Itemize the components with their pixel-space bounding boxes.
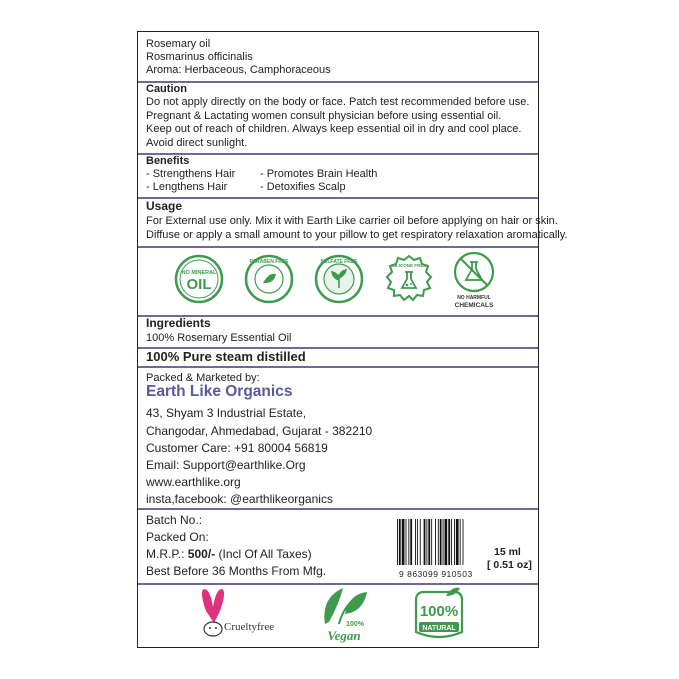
best-before: Best Before 36 Months From Mfg. <box>146 564 327 578</box>
address-line: Changodar, Ahmedabad, Gujarat - 382210 <box>146 424 373 438</box>
botanical-name: Rosmarinus officinalis <box>146 51 253 63</box>
caution-line: Keep out of reach of children. Always keep essential oil in dry and cool place. <box>146 123 522 135</box>
badge-paraben-text: PARABEN FREE <box>249 259 289 265</box>
ingredients-text: 100% Rosemary Essential Oil <box>146 332 292 344</box>
divider <box>138 366 538 368</box>
product-label <box>137 31 568 648</box>
social-handle: insta,facebook: @earthlikeorganics <box>146 492 333 506</box>
caution-line: Pregnant & Lactating women consult physician before using essential oil. <box>146 110 502 122</box>
email: Email: Support@earthlike.Org <box>146 458 306 472</box>
volume-ml: 15 ml <box>494 546 521 558</box>
paraben-free-badge-icon <box>244 254 294 304</box>
customer-care: Customer Care: +91 80004 56819 <box>146 441 328 455</box>
caution-line: Avoid direct sunlight. <box>146 137 248 149</box>
badge-chem-top-text: NO HARMFUL <box>457 295 491 301</box>
barcode-number: 9 863099 910503 <box>399 569 473 579</box>
caution-line: Do not apply directly on the body or face. Patch test recommended before use. <box>146 96 530 108</box>
pure-steam-distilled: 100% Pure steam distilled <box>146 349 306 364</box>
divider <box>138 153 538 155</box>
badge-chem-bottom-text: CHEMICALS <box>454 302 494 309</box>
silicone-free-badge-icon <box>384 254 434 304</box>
badge-no-mineral-text: NO MINERAL <box>181 270 217 276</box>
brand-name: Earth Like Organics <box>146 383 293 400</box>
mrp-note: (Incl Of All Taxes) <box>215 547 312 561</box>
benefit-item: - Strengthens Hair <box>146 168 236 180</box>
mrp-label: M.R.P.: <box>146 547 188 561</box>
cruelty-free-text: Crueltyfree <box>224 621 275 633</box>
benefit-item: - Promotes Brain Health <box>260 168 378 180</box>
badge-silicone-text: SILICONE FREE <box>391 263 427 268</box>
badge-sulfate-text: SULFATE FREE <box>320 259 358 265</box>
vegan-leaf-icon <box>315 584 373 646</box>
address-line: 43, Shyam 3 Industrial Estate, <box>146 406 307 420</box>
natural-text: NATURAL <box>422 625 456 632</box>
volume-oz: [ 0.51 oz] <box>487 559 532 571</box>
marketed-by-label: Packed & Marketed by: <box>146 372 260 384</box>
natural-badge-icon <box>406 584 472 644</box>
product-name: Rosemary oil <box>146 38 211 50</box>
benefit-item: - Detoxifies Scalp <box>260 181 346 193</box>
usage-line: Diffuse or apply a small amount to your pillow to get respiratory relaxation aromatically. <box>146 229 568 241</box>
divider <box>138 246 538 248</box>
caution-heading: Caution <box>146 83 187 95</box>
divider <box>138 81 538 83</box>
divider <box>138 508 538 510</box>
mrp-value: 500/- <box>187 547 216 561</box>
ingredients-heading: Ingredients <box>146 316 211 330</box>
website: www.earthlike.org <box>146 475 241 489</box>
no-mineral-oil-badge-icon <box>174 254 224 304</box>
usage-heading: Usage <box>146 199 183 213</box>
aroma: Aroma: Herbaceous, Camphoraceous <box>146 64 331 76</box>
barcode <box>395 519 488 567</box>
cruelty-free-bunny-icon <box>192 585 282 641</box>
usage-line: For External use only. Mix it with Earth Like carrier oil before applying on hair or skin. <box>146 215 558 227</box>
divider <box>138 197 538 199</box>
batch-no: Batch No.: <box>146 513 203 527</box>
no-harmful-chemicals-badge-icon <box>446 250 502 310</box>
benefit-item: - Lengthens Hair <box>146 181 228 193</box>
badge-oil-text: OIL <box>186 276 212 293</box>
vegan-text: Vegan <box>327 628 361 643</box>
natural-percent-text: 100% <box>419 603 459 620</box>
packed-on: Packed On: <box>146 530 209 544</box>
benefits-heading: Benefits <box>146 155 190 167</box>
mrp-line <box>146 546 312 563</box>
sulfate-free-badge-icon <box>314 254 364 304</box>
vegan-percent-text: 100% <box>346 621 364 628</box>
